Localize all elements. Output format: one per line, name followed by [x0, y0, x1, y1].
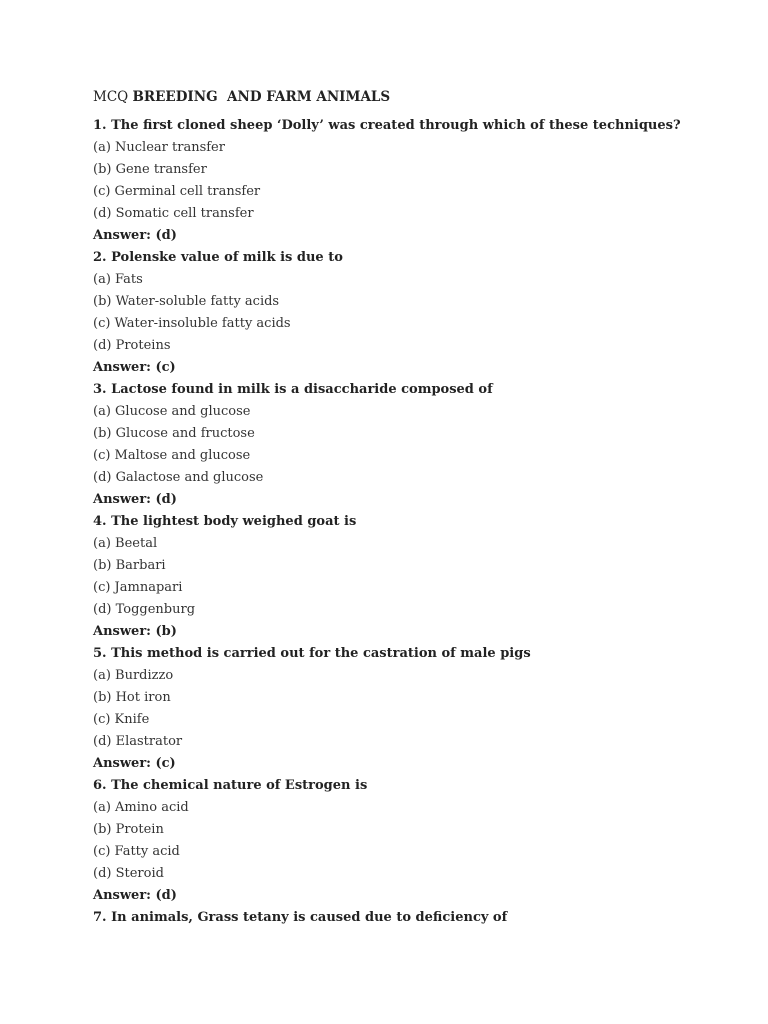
answer-option: (d) Somatic cell transfer	[93, 206, 254, 221]
answer-option: (b) Water-soluble fatty acids	[93, 294, 280, 309]
document-page	[93, 87, 733, 929]
answer-option: (b) Hot iron	[93, 690, 171, 705]
question-text: 3. Lactose found in milk is a disaccharide composed of	[93, 382, 493, 397]
question-text: 5. This method is carried out for the castration of male pigs	[93, 646, 531, 661]
answer-key: Answer: (c)	[93, 756, 176, 771]
answer-option: (c) Water-insoluble fatty acids	[93, 316, 291, 331]
answer-key: Answer: (b)	[93, 624, 177, 639]
answer-option: (d) Toggenburg	[93, 602, 196, 617]
answer-option: (c) Maltose and glucose	[93, 448, 251, 463]
answer-option: (a) Amino acid	[93, 800, 189, 815]
question-list	[93, 115, 733, 929]
question-block	[93, 115, 733, 247]
answer-option: (c) Fatty acid	[93, 844, 180, 859]
answer-option: (b) Gene transfer	[93, 162, 207, 177]
answer-option: (d) Steroid	[93, 866, 164, 881]
answer-key: Answer: (d)	[93, 228, 177, 243]
question-text: 1. The first cloned sheep ‘Dolly’ was created through which of these techniques?	[93, 118, 681, 133]
question-block	[93, 511, 733, 643]
title-main: BREEDING AND FARM ANIMALS	[132, 89, 391, 105]
question-block	[93, 907, 733, 929]
question-text: 7. In animals, Grass tetany is caused due to deficiency of	[93, 910, 508, 925]
question-text: 2. Polenske value of milk is due to	[93, 250, 343, 265]
answer-option: (c) Jamnapari	[93, 580, 183, 595]
answer-option: (d) Proteins	[93, 338, 171, 353]
answer-option: (c) Germinal cell transfer	[93, 184, 261, 199]
answer-key: Answer: (c)	[93, 360, 176, 375]
answer-key: Answer: (d)	[93, 888, 177, 903]
answer-option: (b) Barbari	[93, 558, 166, 573]
answer-option: (a) Glucose and glucose	[93, 404, 251, 419]
answer-option: (d) Galactose and glucose	[93, 470, 264, 485]
answer-option: (a) Nuclear transfer	[93, 140, 225, 155]
question-text: 6. The chemical nature of Estrogen is	[93, 778, 368, 793]
question-block	[93, 643, 733, 775]
answer-option: (c) Knife	[93, 712, 150, 727]
answer-option: (b) Glucose and fructose	[93, 426, 255, 441]
question-block	[93, 247, 733, 379]
answer-option: (a) Beetal	[93, 536, 158, 551]
document-title	[93, 87, 733, 109]
answer-option: (a) Fats	[93, 272, 143, 287]
answer-key: Answer: (d)	[93, 492, 177, 507]
question-text: 4. The lightest body weighed goat is	[93, 514, 357, 529]
answer-option: (d) Elastrator	[93, 734, 183, 749]
title-prefix: MCQ	[93, 89, 133, 105]
question-block	[93, 775, 733, 907]
question-block	[93, 379, 733, 511]
answer-option: (a) Burdizzo	[93, 668, 174, 683]
answer-option: (b) Protein	[93, 822, 164, 837]
